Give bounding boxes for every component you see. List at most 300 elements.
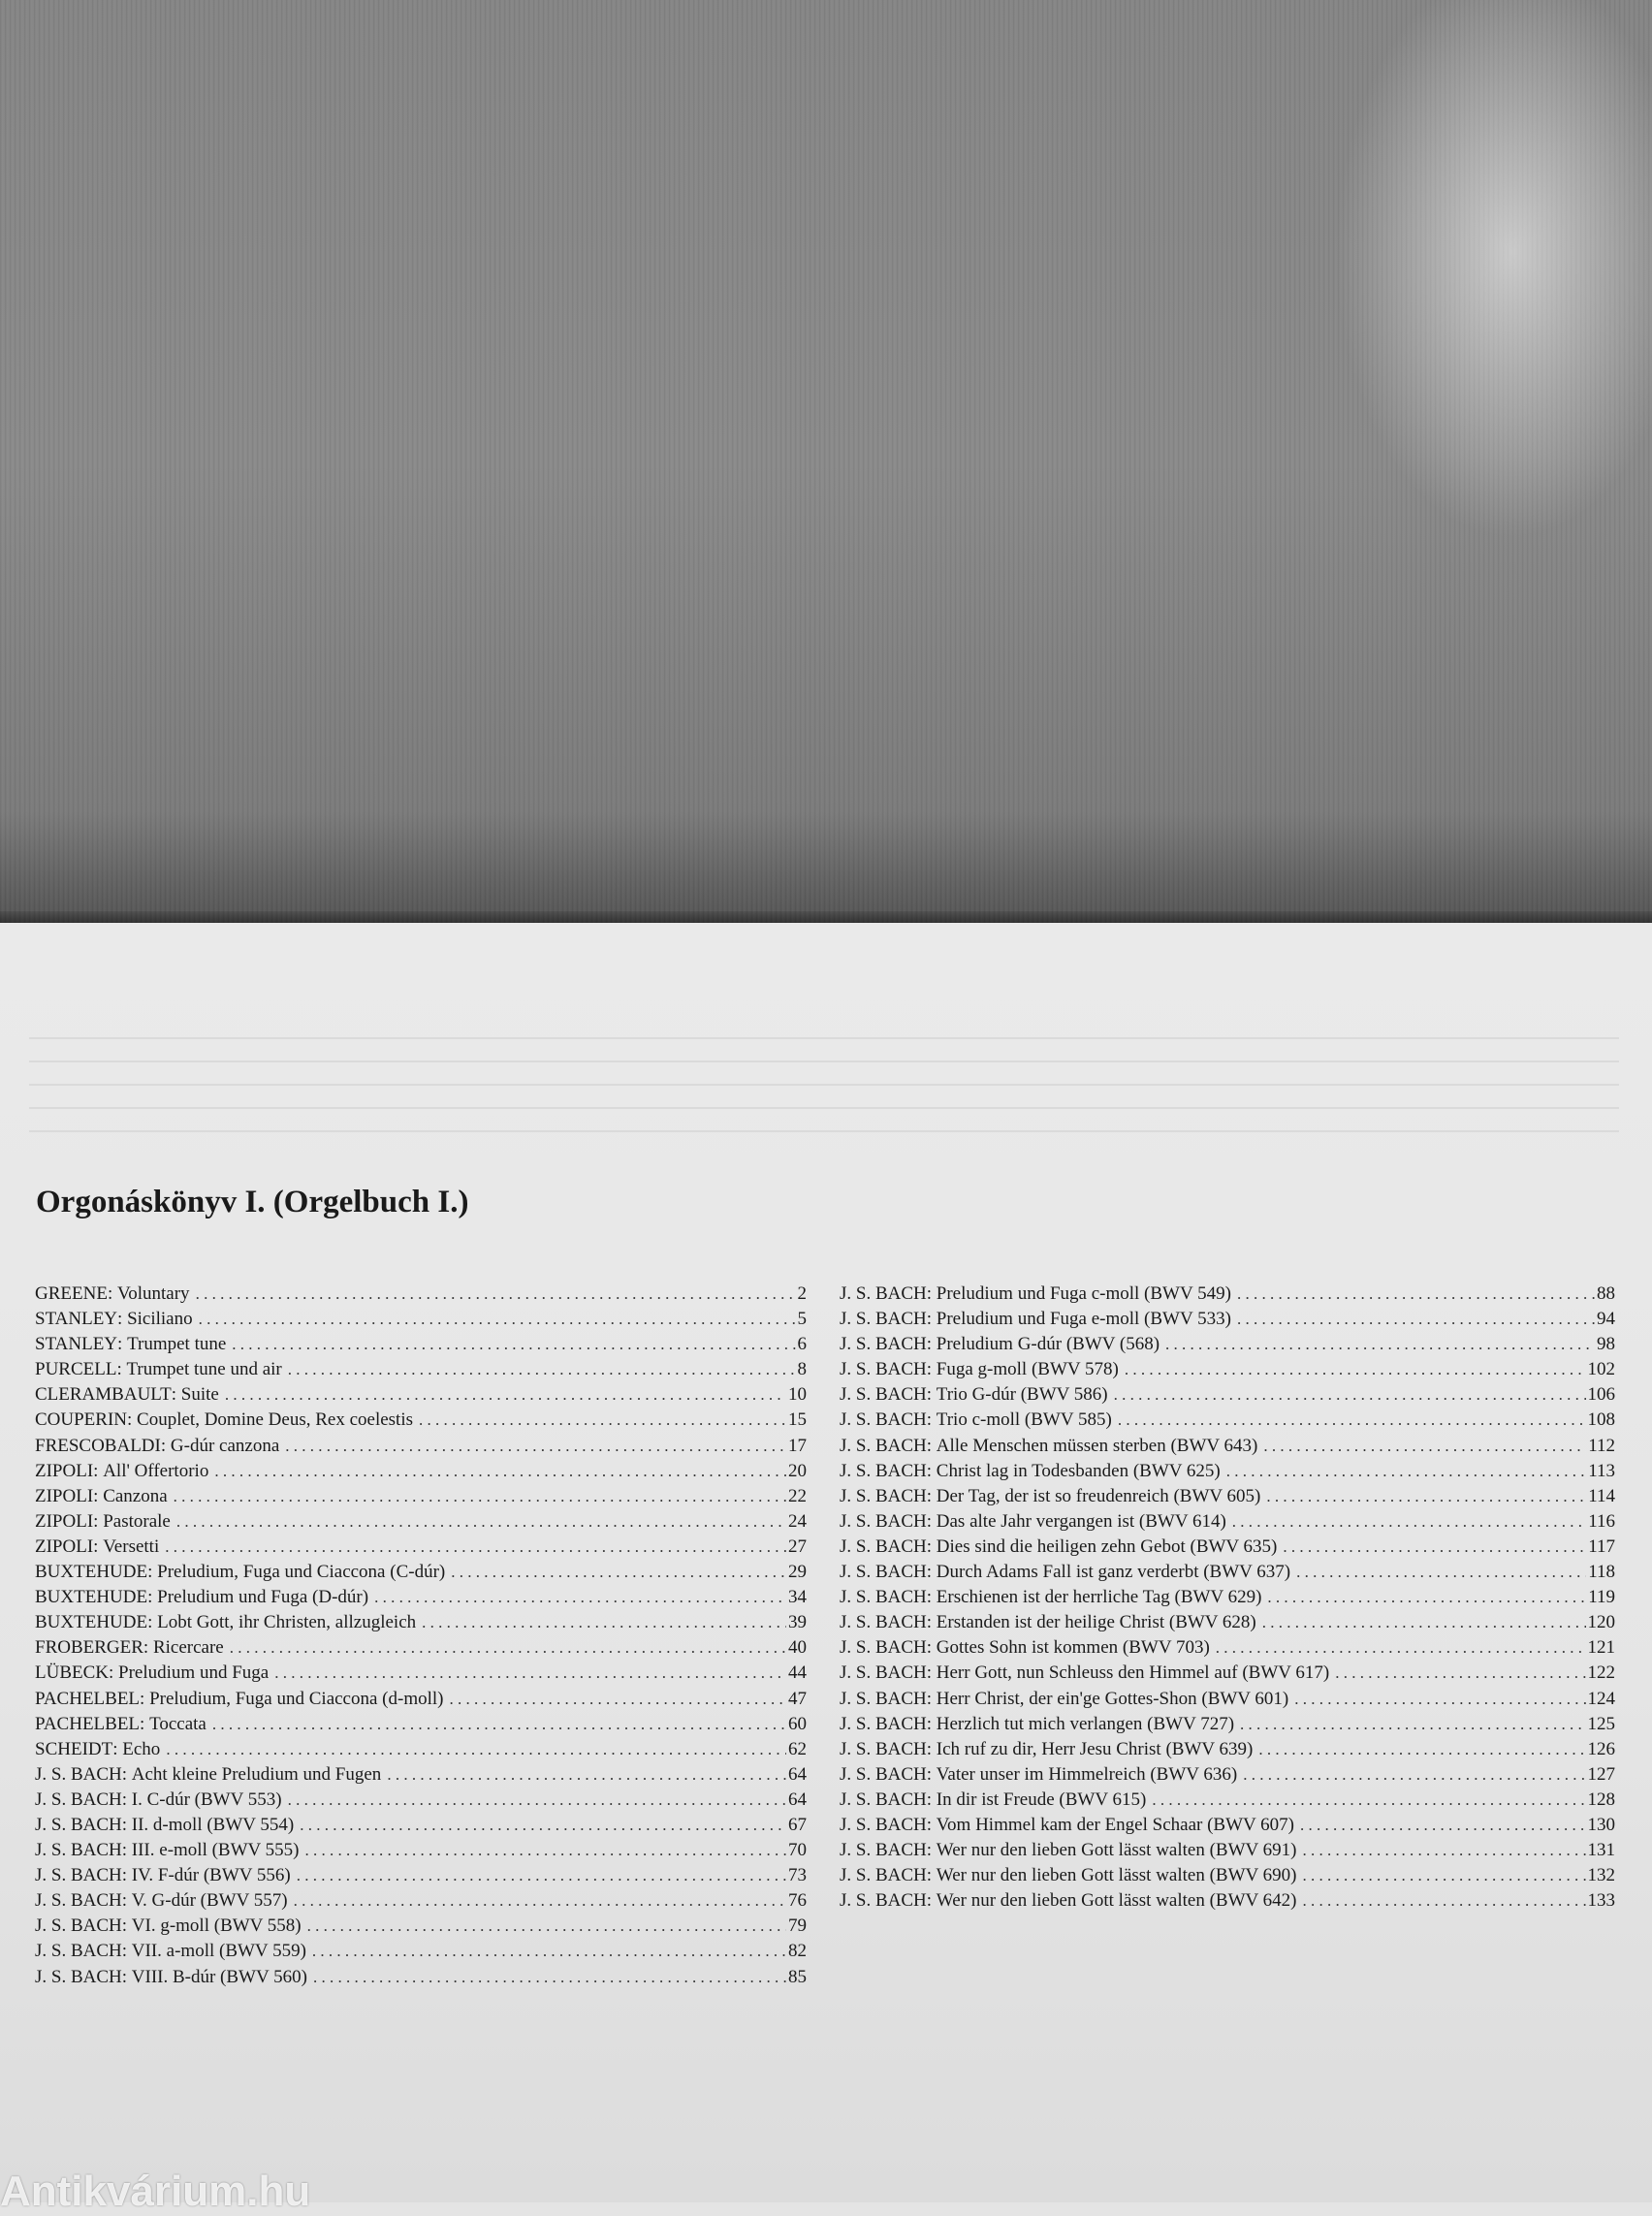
- toc-separator: :: [121, 1840, 132, 1861]
- toc-work-title: Erstanden ist der heilige Christ (BWV 628): [936, 1612, 1256, 1633]
- toc-page-number: 34: [788, 1587, 807, 1608]
- toc-entry: [35, 1587, 807, 1612]
- toc-work-title: Couplet, Domine Deus, Rex coelestis: [137, 1409, 414, 1431]
- toc-page-number: 10: [788, 1384, 807, 1406]
- toc-composer: J. S. BACH: [840, 1840, 927, 1861]
- toc-dot-leader: [230, 1638, 786, 1658]
- toc-page-number: 94: [1597, 1309, 1615, 1330]
- toc-work-title: VIII. B-dúr (BWV 560): [131, 1966, 307, 1987]
- toc-dot-leader: [165, 1537, 786, 1557]
- toc-page-number: 112: [1588, 1435, 1615, 1456]
- toc-separator: :: [926, 1713, 937, 1734]
- toc-dot-leader: [199, 1310, 796, 1329]
- toc-separator: :: [116, 1359, 127, 1380]
- toc-dot-leader: [1258, 1740, 1585, 1759]
- toc-composer: J. S. BACH: [840, 1890, 927, 1912]
- toc-entry: [35, 1486, 807, 1511]
- toc-composer: J. S. BACH: [35, 1789, 122, 1810]
- toc-dot-leader: [374, 1588, 786, 1607]
- toc-composer: J. S. BACH: [840, 1763, 927, 1785]
- toc-composer: J. S. BACH: [35, 1966, 122, 1987]
- toc-separator: :: [121, 1966, 132, 1987]
- toc-dot-leader: [305, 1841, 787, 1860]
- toc-composer: ZIPOLI: [35, 1535, 94, 1557]
- toc-separator: :: [93, 1535, 104, 1557]
- toc-dot-leader: [313, 1968, 786, 1987]
- toc-page-number: 113: [1588, 1460, 1615, 1481]
- toc-page-number: 128: [1587, 1789, 1615, 1810]
- toc-work-title: Preludium und Fuga e-moll (BWV 533): [936, 1309, 1231, 1330]
- toc-separator: :: [93, 1460, 104, 1481]
- toc-page-number: 118: [1588, 1562, 1615, 1583]
- toc-work-title: Preludium und Fuga (D-dúr): [157, 1587, 369, 1608]
- toc-composer: J. S. BACH: [840, 1637, 927, 1659]
- toc-separator: :: [140, 1713, 150, 1734]
- toc-separator: :: [143, 1637, 153, 1659]
- toc-entry: [840, 1436, 1615, 1461]
- toc-page-number: 102: [1587, 1359, 1615, 1380]
- toc-dot-leader: [1302, 1841, 1585, 1860]
- toc-page-number: 6: [797, 1334, 807, 1355]
- toc-entry: [35, 1511, 807, 1536]
- toc-dot-leader: [1114, 1385, 1586, 1405]
- toc-page-number: 79: [788, 1915, 807, 1937]
- toc-separator: :: [112, 1738, 123, 1759]
- toc-separator: :: [121, 1789, 132, 1810]
- toc-dot-leader: [1152, 1790, 1585, 1810]
- toc-page-number: 17: [788, 1435, 807, 1456]
- toc-entry: [840, 1815, 1615, 1840]
- toc-page-number: 8: [797, 1359, 807, 1380]
- toc-page-number: 131: [1587, 1840, 1615, 1861]
- toc-dot-leader: [1302, 1866, 1585, 1885]
- toc-separator: :: [121, 1865, 132, 1886]
- toc-entry: [840, 1359, 1615, 1384]
- toc-dot-leader: [174, 1487, 786, 1506]
- toc-entry: [35, 1384, 807, 1409]
- toc-separator: :: [926, 1814, 937, 1835]
- toc-entry: [840, 1612, 1615, 1637]
- toc-separator: :: [926, 1789, 937, 1810]
- toc-composer: J. S. BACH: [840, 1562, 927, 1583]
- toc-dot-leader: [1296, 1563, 1586, 1582]
- toc-page-number: 119: [1588, 1587, 1615, 1608]
- toc-entry: [35, 1334, 807, 1359]
- toc-dot-leader: [1267, 1588, 1586, 1607]
- toc-work-title: G-dúr canzona: [170, 1435, 280, 1456]
- toc-entry: [840, 1309, 1615, 1334]
- toc-separator: :: [926, 1865, 937, 1886]
- toc-composer: SCHEIDT: [35, 1738, 113, 1759]
- toc-work-title: VII. a-moll (BWV 559): [131, 1941, 306, 1962]
- toc-dot-leader: [288, 1360, 796, 1379]
- toc-page-number: 122: [1587, 1662, 1615, 1684]
- toc-dot-leader: [1226, 1462, 1586, 1481]
- toc-page-number: 76: [788, 1890, 807, 1912]
- toc-separator: :: [926, 1309, 937, 1330]
- toc-page-number: 108: [1587, 1409, 1615, 1431]
- toc-separator: :: [926, 1535, 937, 1557]
- toc-dot-leader: [1165, 1335, 1595, 1354]
- toc-work-title: I. C-dúr (BWV 553): [131, 1789, 282, 1810]
- toc-composer: J. S. BACH: [35, 1915, 122, 1937]
- toc-entry: [35, 1840, 807, 1865]
- toc-separator: :: [171, 1384, 181, 1406]
- toc-work-title: Durch Adams Fall ist ganz verderbt (BWV 637): [936, 1562, 1291, 1583]
- toc-work-title: Pastorale: [103, 1510, 171, 1532]
- toc-dot-leader: [1237, 1310, 1595, 1329]
- toc-composer: PURCELL: [35, 1359, 117, 1380]
- toc-entry: [35, 1941, 807, 1966]
- toc-work-title: Herr Christ, der ein'ge Gottes-Shon (BWV 601): [936, 1688, 1289, 1709]
- toc-work-title: Gottes Sohn ist kommen (BWV 703): [936, 1637, 1210, 1659]
- toc-dot-leader: [1243, 1765, 1585, 1785]
- toc-work-title: Trio c-moll (BWV 585): [936, 1409, 1112, 1431]
- toc-dot-leader: [232, 1335, 795, 1354]
- toc-composer: ZIPOLI: [35, 1510, 94, 1532]
- toc-dot-leader: [419, 1410, 786, 1430]
- toc-work-title: Vom Himmel kam der Engel Schaar (BWV 607): [936, 1814, 1294, 1835]
- toc-page-number: 117: [1588, 1535, 1615, 1557]
- toc-composer: J. S. BACH: [840, 1460, 927, 1481]
- toc-page-number: 132: [1587, 1865, 1615, 1886]
- toc-separator: :: [926, 1738, 937, 1759]
- toc-separator: :: [127, 1409, 138, 1431]
- toc-entry: [35, 1815, 807, 1840]
- toc-work-title: VI. g-moll (BWV 558): [131, 1915, 302, 1937]
- toc-work-title: Herzlich tut mich verlangen (BWV 727): [936, 1713, 1235, 1734]
- toc-entry: [35, 1283, 807, 1309]
- toc-composer: ZIPOLI: [35, 1485, 94, 1506]
- toc-entry: [840, 1865, 1615, 1890]
- toc-composer: CLERAMBAULT: [35, 1384, 172, 1406]
- toc-entry: [840, 1587, 1615, 1612]
- toc-separator: :: [93, 1510, 104, 1532]
- toc-dot-leader: [212, 1715, 786, 1734]
- toc-composer: J. S. BACH: [840, 1865, 927, 1886]
- toc-work-title: Das alte Jahr vergangen ist (BWV 614): [936, 1510, 1226, 1532]
- toc-work-title: Wer nur den lieben Gott lässt walten (BWV 690): [936, 1865, 1297, 1886]
- toc-dot-leader: [294, 1891, 786, 1911]
- toc-page-number: 121: [1587, 1637, 1615, 1659]
- toc-composer: J. S. BACH: [840, 1283, 927, 1304]
- toc-composer: COUPERIN: [35, 1409, 128, 1431]
- toc-composer: BUXTEHUDE: [35, 1612, 148, 1633]
- toc-entry: [840, 1486, 1615, 1511]
- toc-dot-leader: [196, 1284, 796, 1304]
- toc-composer: J. S. BACH: [840, 1384, 927, 1406]
- toc-composer: J. S. BACH: [840, 1435, 927, 1456]
- toc-separator: :: [926, 1890, 937, 1912]
- toc-composer: LÜBECK: [35, 1662, 109, 1684]
- toc-page-number: 2: [797, 1283, 807, 1304]
- toc-composer: J. S. BACH: [840, 1334, 927, 1355]
- toc-entry: [840, 1334, 1615, 1359]
- toc-dot-leader: [1216, 1638, 1586, 1658]
- toc-page-number: 85: [788, 1966, 807, 1987]
- toc-composer: FROBERGER: [35, 1637, 143, 1659]
- toc-separator: :: [147, 1612, 158, 1633]
- toc-page-number: 126: [1587, 1738, 1615, 1759]
- toc-page-number: 127: [1587, 1763, 1615, 1785]
- toc-page-number: 22: [788, 1485, 807, 1506]
- toc-separator: :: [121, 1890, 132, 1912]
- toc-dot-leader: [274, 1663, 786, 1683]
- toc-composer: J. S. BACH: [840, 1587, 927, 1608]
- toc-separator: :: [147, 1562, 158, 1583]
- toc-work-title: Echo: [122, 1738, 161, 1759]
- toc-composer: BUXTEHUDE: [35, 1562, 148, 1583]
- toc-page-number: 39: [788, 1612, 807, 1633]
- toc-composer: J. S. BACH: [840, 1485, 927, 1506]
- toc-work-title: Fuga g-moll (BWV 578): [936, 1359, 1119, 1380]
- toc-page-number: 15: [788, 1409, 807, 1431]
- toc-composer: J. S. BACH: [840, 1309, 927, 1330]
- toc-separator: :: [117, 1309, 128, 1330]
- toc-dot-leader: [214, 1462, 786, 1481]
- toc-page-number: 64: [788, 1763, 807, 1785]
- toc-entry: [840, 1689, 1615, 1714]
- toc-composer: J. S. BACH: [840, 1510, 927, 1532]
- toc-page-number: 29: [788, 1562, 807, 1583]
- toc-page-number: 130: [1587, 1814, 1615, 1835]
- toc-work-title: Preludium und Fuga: [118, 1662, 270, 1684]
- toc-page-number: 60: [788, 1713, 807, 1734]
- toc-work-title: IV. F-dúr (BWV 556): [131, 1865, 291, 1886]
- show-through-staves: [29, 1037, 1619, 1183]
- toc-dot-leader: [176, 1512, 786, 1532]
- toc-page-number: 64: [788, 1789, 807, 1810]
- book-cover: [0, 0, 1652, 923]
- toc-work-title: II. d-moll (BWV 554): [131, 1814, 295, 1835]
- toc-composer: ZIPOLI: [35, 1460, 94, 1481]
- toc-page-number: 106: [1587, 1384, 1615, 1406]
- toc-separator: :: [121, 1763, 132, 1785]
- toc-page-number: 40: [788, 1637, 807, 1659]
- toc-work-title: Lobt Gott, ihr Christen, allzugleich: [157, 1612, 417, 1633]
- toc-dot-leader: [1266, 1487, 1586, 1506]
- toc-composer: J. S. BACH: [35, 1865, 122, 1886]
- toc-composer: GREENE: [35, 1283, 108, 1304]
- toc-entry: [35, 1637, 807, 1662]
- toc-separator: :: [926, 1359, 937, 1380]
- toc-entry: [35, 1662, 807, 1688]
- toc-entry: [35, 1409, 807, 1435]
- toc-separator: :: [926, 1562, 937, 1583]
- toc-composer: J. S. BACH: [840, 1789, 927, 1810]
- watermark: Antikvárium.hu: [0, 2168, 311, 2215]
- toc-dot-leader: [1335, 1663, 1585, 1683]
- toc-work-title: III. e-moll (BWV 555): [131, 1840, 300, 1861]
- toc-work-title: Canzona: [103, 1485, 168, 1506]
- toc-entry: [840, 1384, 1615, 1409]
- toc-composer: J. S. BACH: [840, 1738, 927, 1759]
- toc-entry: [840, 1536, 1615, 1562]
- toc-dot-leader: [1240, 1715, 1585, 1734]
- toc-separator: :: [107, 1283, 117, 1304]
- toc-page-number: 47: [788, 1688, 807, 1709]
- toc-separator: :: [926, 1840, 937, 1861]
- toc-dot-leader: [1118, 1410, 1586, 1430]
- toc-separator: :: [926, 1485, 937, 1506]
- toc-separator: :: [147, 1587, 158, 1608]
- toc-work-title: V. G-dúr (BWV 557): [131, 1890, 288, 1912]
- toc-dot-leader: [166, 1740, 786, 1759]
- toc-page-number: 125: [1587, 1713, 1615, 1734]
- toc-page-number: 120: [1587, 1612, 1615, 1633]
- toc-work-title: Preludium und Fuga c-moll (BWV 549): [936, 1283, 1231, 1304]
- toc-work-title: Wer nur den lieben Gott lässt walten (BWV 642): [936, 1890, 1297, 1912]
- toc-dot-leader: [450, 1690, 787, 1709]
- toc-work-title: Erschienen ist der herrliche Tag (BWV 629): [936, 1587, 1262, 1608]
- toc-dot-leader: [285, 1437, 786, 1456]
- toc-dot-leader: [451, 1563, 786, 1582]
- toc-composer: J. S. BACH: [840, 1409, 927, 1431]
- toc-entry: [35, 1865, 807, 1890]
- toc-entry: [840, 1764, 1615, 1789]
- toc-page-number: 133: [1587, 1890, 1615, 1912]
- toc-entry: [35, 1967, 807, 1992]
- toc-work-title: Preludium G-dúr (BWV (568): [936, 1334, 1160, 1355]
- toc-composer: J. S. BACH: [35, 1814, 122, 1835]
- page-title: Orgonáskönyv I. (Orgelbuch I.): [36, 1185, 469, 1219]
- toc-page-number: 20: [788, 1460, 807, 1481]
- toc-work-title: Acht kleine Preludium und Fugen: [131, 1763, 382, 1785]
- toc-work-title: Alle Menschen müssen sterben (BWV 643): [936, 1435, 1258, 1456]
- toc-entry: [840, 1637, 1615, 1662]
- toc-dot-leader: [312, 1942, 786, 1961]
- toc-separator: :: [926, 1688, 937, 1709]
- toc-dot-leader: [1300, 1816, 1586, 1835]
- toc-separator: :: [926, 1612, 937, 1633]
- toc-dot-leader: [1237, 1284, 1595, 1304]
- toc-page-number: 82: [788, 1941, 807, 1962]
- toc-composer: FRESCOBALDI: [35, 1435, 161, 1456]
- toc-dot-leader: [422, 1613, 786, 1632]
- toc-composer: J. S. BACH: [840, 1814, 927, 1835]
- toc-work-title: Voluntary: [116, 1283, 190, 1304]
- toc-page-number: 67: [788, 1814, 807, 1835]
- toc-page-number: 44: [788, 1662, 807, 1684]
- toc-left-column: [35, 1283, 807, 1992]
- toc-entry: [840, 1739, 1615, 1764]
- toc-work-title: Der Tag, der ist so freudenreich (BWV 605): [936, 1485, 1261, 1506]
- toc-entry: [35, 1436, 807, 1461]
- toc-separator: :: [926, 1763, 937, 1785]
- toc-entry: [840, 1890, 1615, 1915]
- toc-composer: J. S. BACH: [840, 1688, 927, 1709]
- toc-dot-leader: [307, 1916, 786, 1936]
- toc-entry: [840, 1283, 1615, 1309]
- toc-entry: [35, 1562, 807, 1587]
- toc-dot-leader: [1294, 1690, 1585, 1709]
- toc-work-title: Siciliano: [127, 1309, 193, 1330]
- toc-entry: [35, 1739, 807, 1764]
- toc-work-title: Herr Gott, nun Schleuss den Himmel auf (BWV 617): [936, 1662, 1330, 1684]
- toc-separator: :: [121, 1915, 132, 1937]
- toc-entry: [840, 1789, 1615, 1815]
- toc-dot-leader: [1283, 1537, 1586, 1557]
- toc-work-title: Dies sind die heiligen zehn Gebot (BWV 635): [936, 1535, 1278, 1557]
- toc-entry: [35, 1689, 807, 1714]
- toc-separator: :: [121, 1814, 132, 1835]
- toc-entry: [35, 1359, 807, 1384]
- toc-separator: :: [926, 1435, 937, 1456]
- toc-page-number: 27: [788, 1535, 807, 1557]
- toc-composer: J. S. BACH: [840, 1535, 927, 1557]
- toc-dot-leader: [1302, 1891, 1585, 1911]
- toc-separator: :: [926, 1510, 937, 1532]
- toc-entry: [840, 1511, 1615, 1536]
- toc-entry: [35, 1890, 807, 1915]
- toc-separator: :: [926, 1460, 937, 1481]
- toc-separator: :: [121, 1941, 132, 1962]
- toc-composer: PACHELBEL: [35, 1688, 141, 1709]
- toc-composer: J. S. BACH: [840, 1713, 927, 1734]
- toc-work-title: Vater unser im Himmelreich (BWV 636): [936, 1763, 1238, 1785]
- toc-entry: [840, 1662, 1615, 1688]
- toc-page-number: 114: [1588, 1485, 1615, 1506]
- toc-separator: :: [160, 1435, 171, 1456]
- toc-work-title: Preludium, Fuga und Ciaccona (d-moll): [149, 1688, 444, 1709]
- toc-entry: [840, 1714, 1615, 1739]
- toc-right-column: [840, 1283, 1615, 1915]
- toc-entry: [35, 1309, 807, 1334]
- toc-work-title: Wer nur den lieben Gott lässt walten (BWV 691): [936, 1840, 1297, 1861]
- toc-page-number: 5: [797, 1309, 807, 1330]
- toc-page-number: 70: [788, 1840, 807, 1861]
- toc-entry: [840, 1562, 1615, 1587]
- toc-separator: :: [93, 1485, 104, 1506]
- toc-work-title: Christ lag in Todesbanden (BWV 625): [936, 1460, 1221, 1481]
- toc-composer: BUXTEHUDE: [35, 1587, 148, 1608]
- toc-composer: STANLEY: [35, 1334, 118, 1355]
- toc-composer: J. S. BACH: [35, 1890, 122, 1912]
- toc-separator: :: [926, 1587, 937, 1608]
- toc-work-title: In dir ist Freude (BWV 615): [936, 1789, 1147, 1810]
- toc-composer: J. S. BACH: [840, 1359, 927, 1380]
- toc-separator: :: [140, 1688, 150, 1709]
- toc-work-title: Versetti: [103, 1535, 160, 1557]
- toc-separator: :: [109, 1662, 119, 1684]
- toc-page-number: 98: [1597, 1334, 1615, 1355]
- toc-composer: J. S. BACH: [35, 1840, 122, 1861]
- toc-dot-leader: [387, 1765, 786, 1785]
- toc-work-title: Suite: [180, 1384, 219, 1406]
- toc-page-number: 24: [788, 1510, 807, 1532]
- toc-dot-leader: [288, 1790, 786, 1810]
- toc-work-title: Ich ruf zu dir, Herr Jesu Christ (BWV 639): [936, 1738, 1254, 1759]
- toc-separator: :: [926, 1334, 937, 1355]
- toc-separator: :: [926, 1637, 937, 1659]
- toc-page-number: 88: [1597, 1283, 1615, 1304]
- toc-work-title: Trumpet tune: [127, 1334, 227, 1355]
- toc-work-title: Ricercare: [152, 1637, 224, 1659]
- toc-entry: [35, 1714, 807, 1739]
- toc-entry: [840, 1461, 1615, 1486]
- toc-page-number: 73: [788, 1865, 807, 1886]
- toc-dot-leader: [225, 1385, 786, 1405]
- toc-work-title: Preludium, Fuga und Ciaccona (C-dúr): [157, 1562, 446, 1583]
- toc-dot-leader: [1232, 1512, 1586, 1532]
- toc-composer: J. S. BACH: [35, 1941, 122, 1962]
- toc-entry: [35, 1789, 807, 1815]
- toc-separator: :: [926, 1409, 937, 1431]
- toc-composer: STANLEY: [35, 1309, 118, 1330]
- toc-composer: J. S. BACH: [840, 1612, 927, 1633]
- toc-dot-leader: [1263, 1437, 1586, 1456]
- toc-separator: :: [926, 1283, 937, 1304]
